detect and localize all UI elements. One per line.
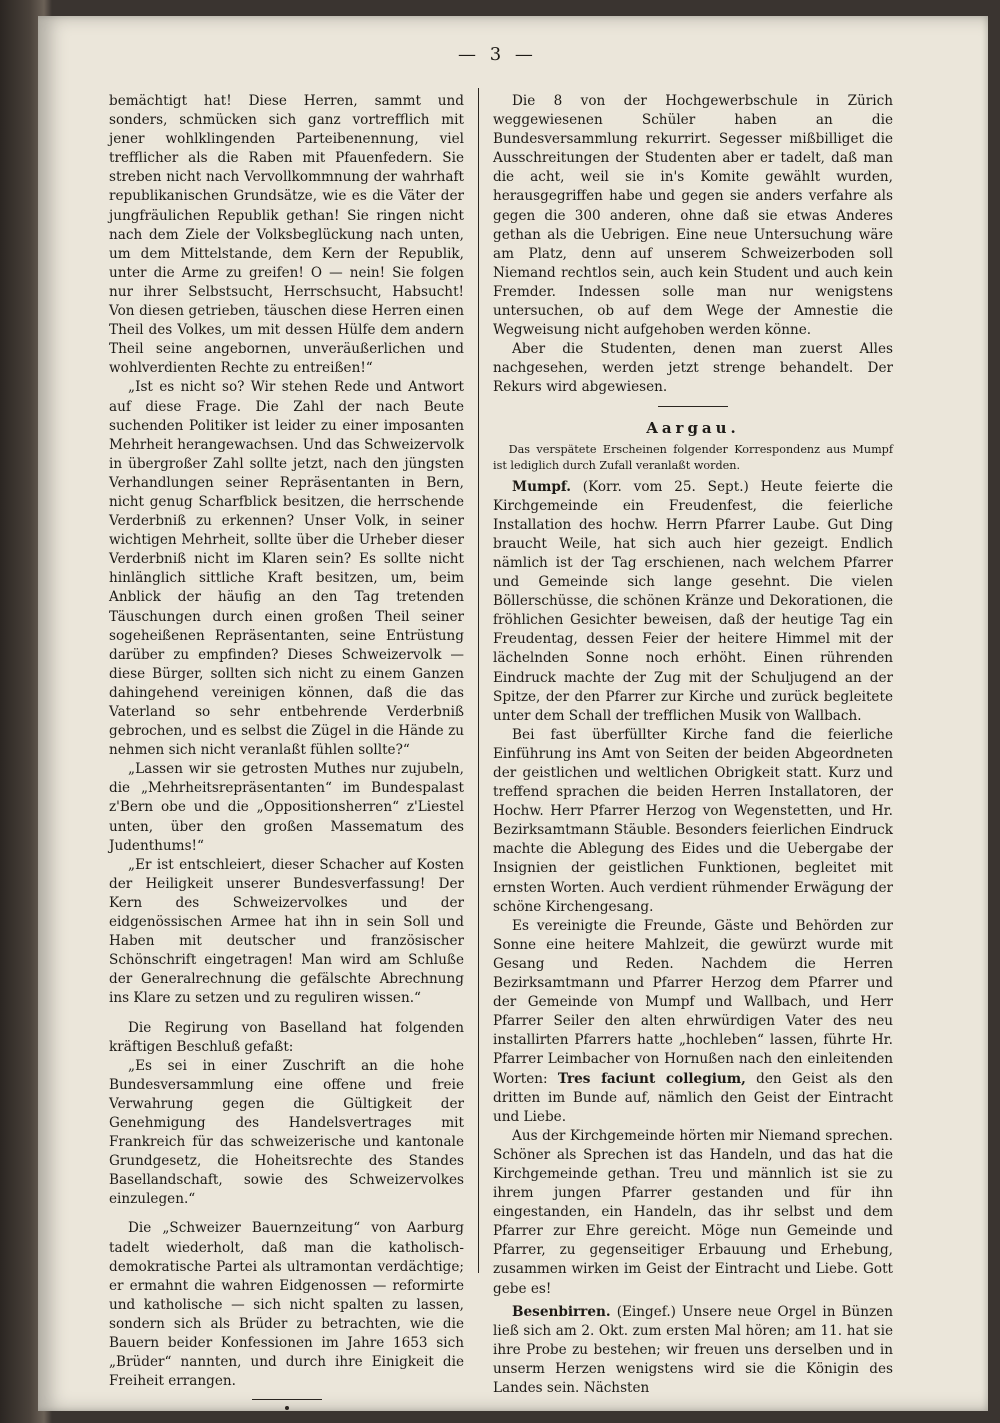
dateline: Besenbirren.: [512, 1303, 611, 1320]
paragraph: [493, 478, 893, 726]
paragraph: [493, 1303, 893, 1398]
paragraph-text: (Eingef.) Unsere neue Orgel in Bünzen ließ sich am 2. Okt. zum ersten Mal hören; am 11. hat sie ihre Probe zu bestehen; wir freuen uns derselben und in unserm Herzen wenigstens wird sie die Königin des Landes sein. Nächsten: [493, 1303, 893, 1396]
latin-phrase: Tres faciunt collegium,: [557, 1070, 746, 1087]
paragraph: Aber die Studenten, denen man zuerst Alles nachgesehen, werden jetzt strenge behandelt. Der Rekurs wird abgewiesen.: [493, 341, 893, 396]
article-separator: [658, 406, 728, 407]
dateline: Mumpf.: [512, 478, 571, 495]
paragraph-text: Es vereinigte die Freunde, Gäste und Behörden zur Sonne eine heitere Mahlzeit, die gewürzt wurde mit Gesang und Reden. Nachdem die Herren Bezirksamtmann und Pfarrer Herzog dem Pfarrer und der Gemeinde von Mumpf und Wallbach, und Herr Pfarrer Seiler den alten ehrwürdigen Vater des neu installirten Pfarrers hatte „hochleben“ lassen, führte Hr. Pfarrer Leimbacher von Hornußen nach den einleitenden Worten:: [493, 917, 893, 1087]
paragraph: Aus der Kirchgemeinde hörten mir Niemand sprechen. Schöner als Sprechen ist das Handeln, und das hat die Kirchgemeinde gethan. Treu und männlich ist sie zu ihrem jungen Pfarrer gestanden und für ihn eingestanden, ein Handeln, das ihr selbst und dem Pfarrer zur Ehre gereicht. Möge nun Gemeinde und Pfarrer, zu gegenseitiger Erbauung und Erhebung, zusammen wirken im Geist der Eintracht und Liebe. Gott gebe es!: [493, 1127, 893, 1297]
paragraph: Bei fast überfüllter Kirche fand die feierliche Einführung ins Amt von Seiten der beiden Abgeordneten der geistlichen und weltlichen Obrigkeit statt. Kurz und treffend sprachen die beiden Herren Installatoren, der Hochw. Herr Pfarrer Herzog von Wegenstetten, und Hr. Bezirksamtmann Stäuble. Besonders feierlichen Eindruck machte die Ablegung des Eides und die Uebergabe der Insignien der geistlichen Funktionen, begleitet mit ernsten Worten. Auch verdient rühmender Erwägung der schöne Kirchengesang.: [493, 726, 893, 915]
article-separator: [252, 1399, 322, 1400]
paragraph: [493, 917, 893, 1127]
newspaper-page: [38, 16, 988, 1411]
page-number: — 3 —: [458, 44, 537, 65]
paragraph: Die „Schweizer Bauernzeitung“ von Aarburg tadelt wiederholt, daß man die katholisch-demokratische Partei als ultramontan verdächtige; er ermahnt die wahren Eidgenossen — reformirte und katholische — sich nicht spalten zu lassen, sondern sich als Brüder zu betrachten, wie die Bauern beider Konfessionen im Jahre 1653 sich „Brüder“ nannten, und durch ihre Einigkeit die Freiheit errangen.: [109, 1220, 464, 1390]
right-column: [493, 92, 893, 1398]
paragraph-text: den Geist als den dritten im Bunde auf, nämlich den Geist der Eintracht und Liebe.: [493, 1070, 893, 1125]
paragraph: Die 8 von der Hochgewerbschule in Zürich weggewiesenen Schüler haben an die Bundesversammlung rekurrirt. Segesser mißbilliget die Ausschreitungen der Studenten aber er tadelt, daß man die acht, weil sie in's Komite gewählt wurden, herausgegriffen habe und gegen sie anders verfahre als gegen die 300 anderen, ohne daß sie etwas Anderes gethan als die Uebrigen. Eine neue Untersuchung wäre am Platz, denn auf unserem Schweizerboden soll Niemand rechtlos sein, auch kein Student und auch kein Fremder. Indessen solle man nur wenigstens untersuchen, ob auf dem Wege der Amnestie die Wegweisung nicht aufgehoben werden könne.: [493, 93, 893, 339]
paragraph: „Lassen wir sie getrosten Muthes nur zujubeln, die „Mehrheitsrepräsentanten“ im Bundespalast z'Bern obe und die „Oppositionsherren“ z'Liestel unten, über den großen Massematum des Judenthums!“: [109, 761, 464, 854]
paragraph-text: (Korr. vom 25. Sept.) Heute feierte die Kirchgemeinde ein Freudenfest, die feierliche Installation des hochw. Herrn Pfarrer Laube. Gut Ding braucht Weile, hat sich auch hier gezeigt. Endlich nämlich ist der Tag erschienen, nach welchem Pfarrer und Gemeinde sich lange gesehnt. Die vielen Böllerschüsse, die schönen Kränze und Dekorationen, die fröhlichen Gesichter beweisen, daß der heutige Tag ein Freudentag, dessen Feier der heitere Himmel mit der lächelnden Sonne noch erhöht. Einen rührenden Eindruck machte der Zug mit der Schuljugend an der Spitze, der den Pfarrer zur Kirche und zurück begleitete unter dem Schall der trefflichen Musik von Wallbach.: [493, 478, 893, 724]
left-column: [109, 92, 464, 1410]
paragraph: „Er ist entschleiert, dieser Schacher auf Kosten der Heiligkeit unserer Bundesverfassung! Der Kern des Schweizervolkes und der eidgenössischen Armee hat ihn in sein Soll und Haben mit deutscher und französischer Schönschrift eingetragen! Man wird am Schluße der Generalrechnung die gefälschte Abrechnung ins Klare zu setzen und zu reguliren wissen.“: [109, 856, 464, 1007]
column-rule: [478, 88, 479, 1273]
paragraph: „Es sei in einer Zuschrift an die hohe Bundesversammlung eine offene und freie Verwahrung gegen die Gültigkeit der Genehmigung des Handelsvertrages mit Frankreich für das schweizerische und kantonale Grundgesetz, die Hoheitsrechte des Standes Basellandschaft, sowie des Schweizervolkes einzulegen.“: [109, 1057, 464, 1208]
paragraph: „Ist es nicht so? Wir stehen Rede und Antwort auf diese Frage. Die Zahl der nach Beute suchenden Politiker ist leider zu einer imposanten Mehrheit herangewachsen. Und das Schweizervolk in übergroßer Zahl sollte jetzt, nach den jüngsten Verhandlungen seiner Repräsentanten in Bern, nicht genug Scharfblick besitzen, die herrschende Verderbniß zu erkennen? Unser Volk, in seiner wichtigen Mehrheit, sollte über die Urheber dieser Verderbniß nicht im Klaren sein? Es sollte nicht hinlänglich sittliche Kraft besitzen, um, beim Anblick der häufig an den Tag tretenden Täuschungen durch einen großen Theil seiner sogeheißenen Repräsentanten, seine Entrüstung darüber zu empfinden? Dieses Schweizervolk — diese Bürger, sollten sich nicht zu einem Ganzen dahingehend vereinigen können, daß die das Vaterland so sehr entbehrende Verderbniß gebrochen, und es selbst die Zügel in die Hände zu nehmen sich nicht veranlaßt fühlen sollte?“: [109, 379, 464, 759]
paragraph: bemächtigt hat! Diese Herren, sammt und sonders, schmücken sich ganz vortrefflich mit jener wohlklingenden Parteibenennung, viel trefflicher als die Raben mit Pfauenfedern. Sie streben nicht nach Vervollkommnung der wahrhaft republikanischen Grundsätze, wie es die Väter der jungfräulichen Republik gethan! Sie ringen nicht nach dem Ziele der Volksbeglückung nach unten, um dem Mittelstande, dem Kern der Republik, unter die Arme zu greifen! O — nein! Sie folgen nur ihrer Selbstsucht, Herrschsucht, Habsucht! Von diesen getrieben, täuschen diese Herren einen Theil des Volkes, um mit dessen Hülfe dem andern Theil seine angebornen, unveräußerlichen und wohlverdienten Rechte zu entreißen!“: [109, 93, 464, 377]
paragraph: Die Regirung von Baselland hat folgenden kräftigen Beschluß gefaßt:: [109, 1019, 464, 1055]
section-heading: Aargau.: [646, 418, 740, 437]
ornament-dot: [285, 1406, 289, 1410]
editorial-note: Das verspätete Erscheinen folgender Korrespondenz aus Mumpf ist lediglich durch Zufall veranlaßt worden.: [493, 442, 893, 472]
